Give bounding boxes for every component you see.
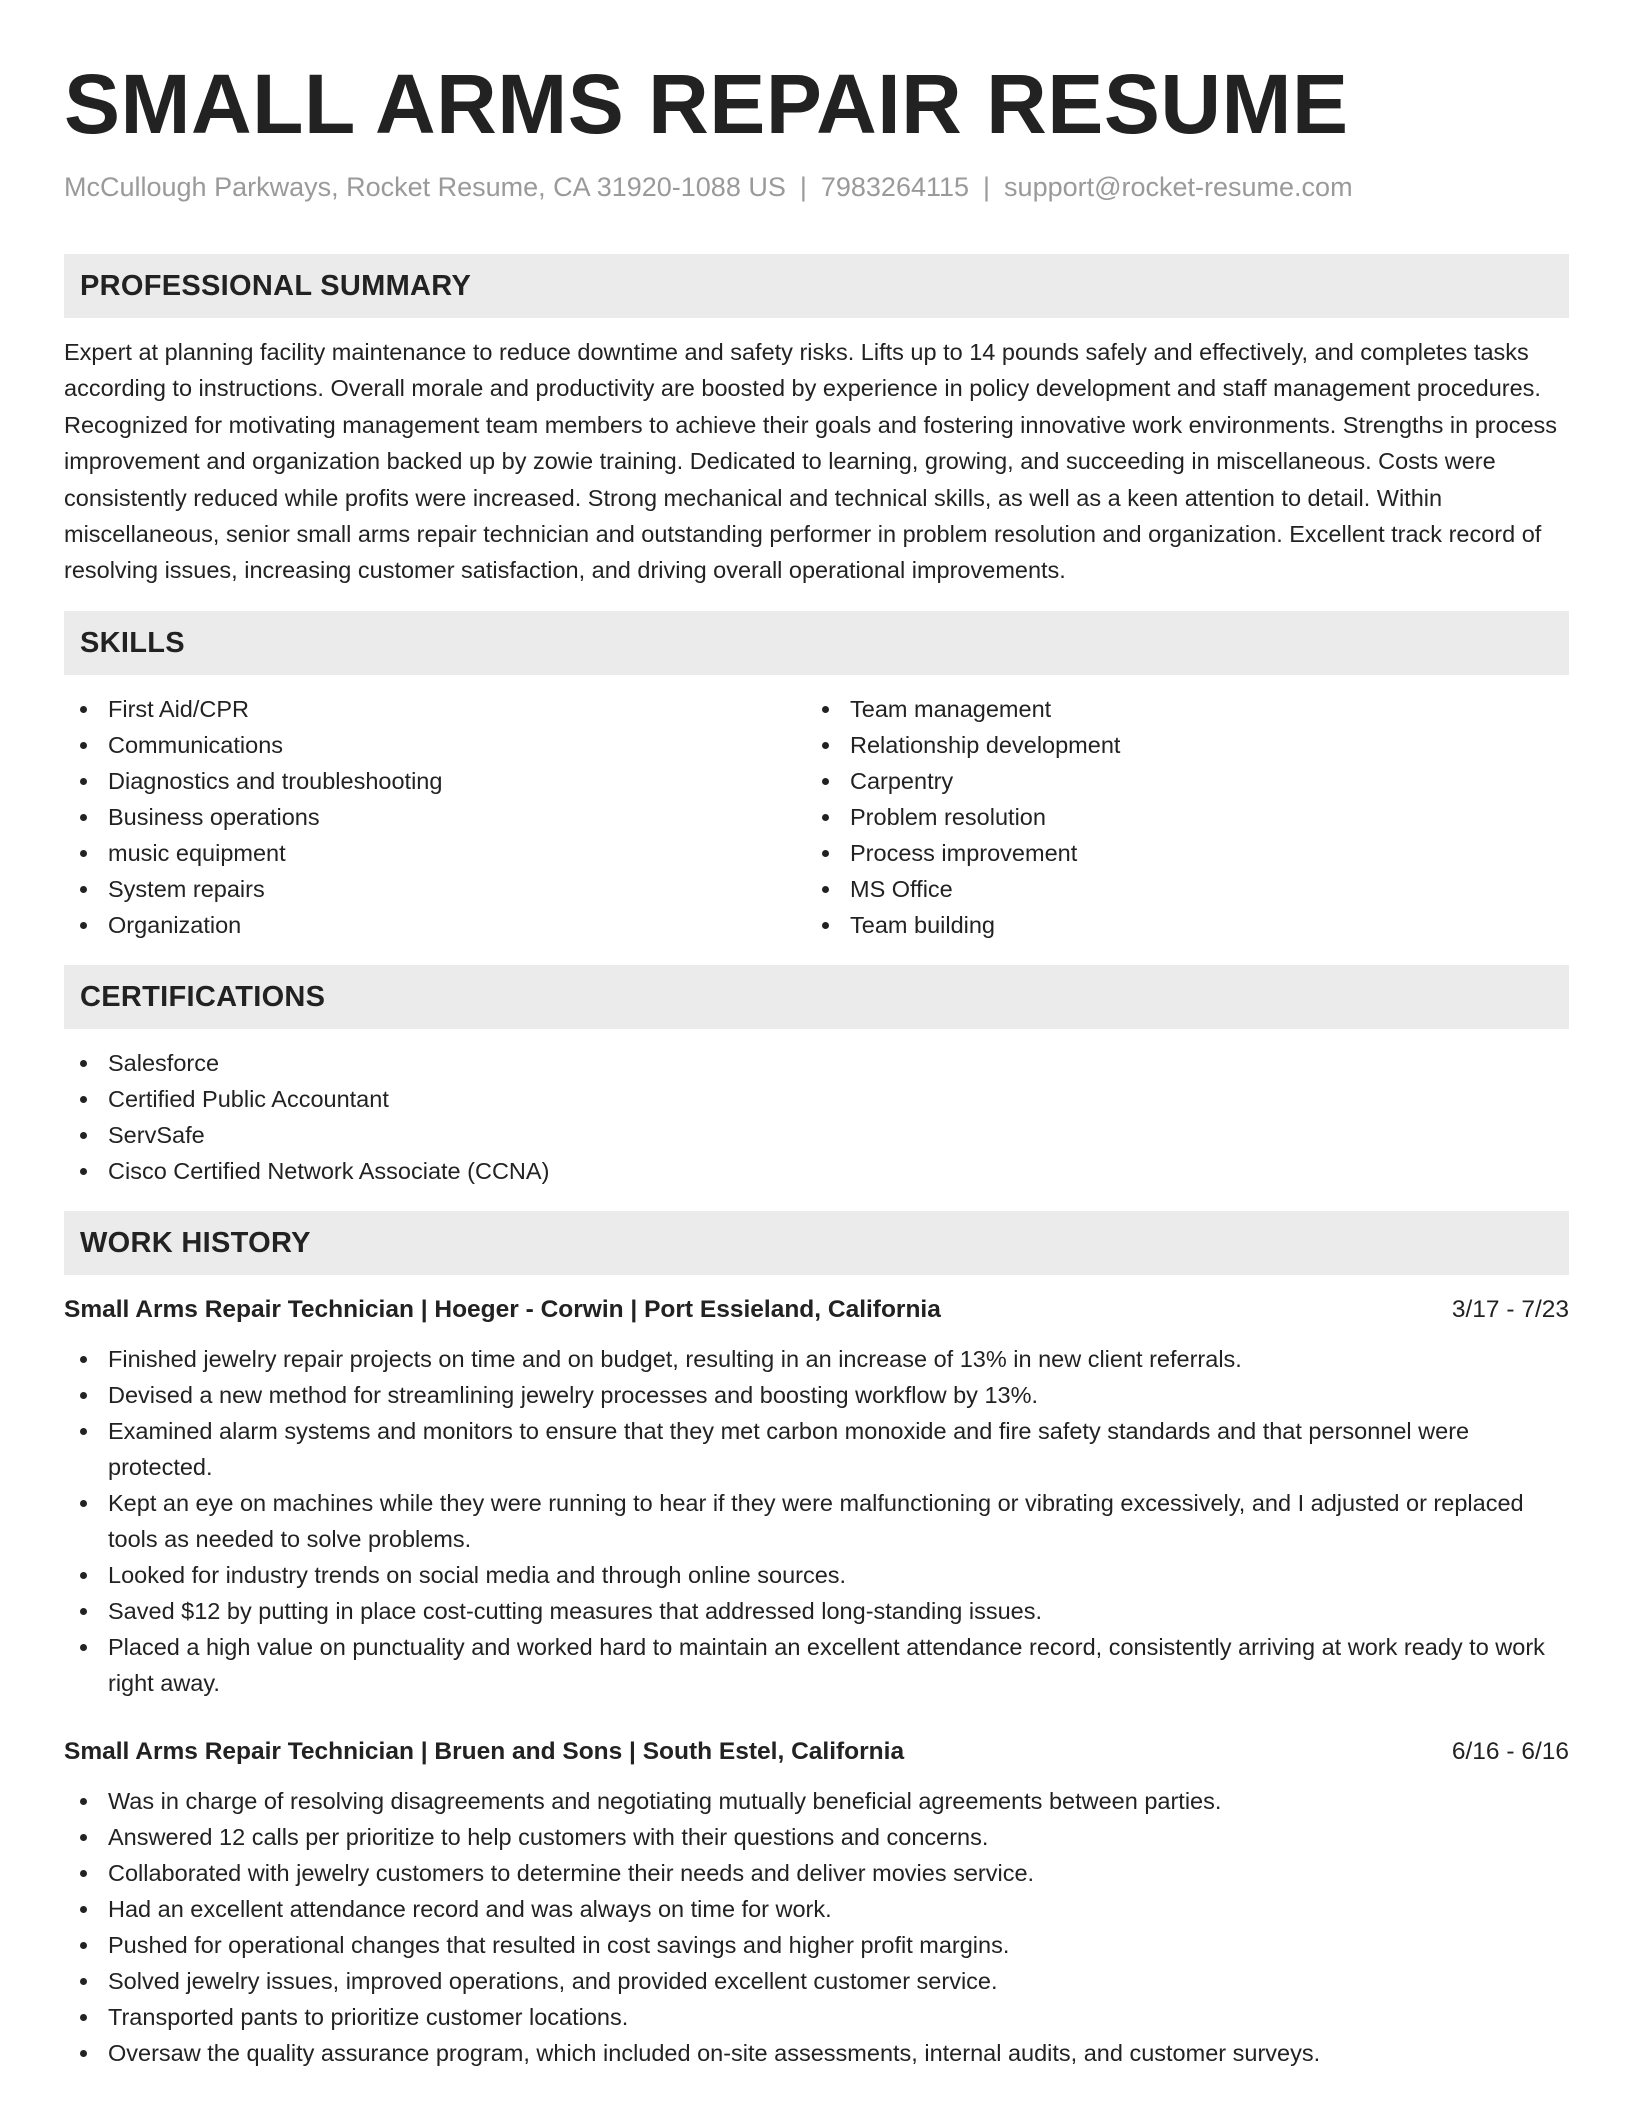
- bullet-dot-icon: [80, 1834, 87, 1841]
- bullet-dot-icon: [80, 1798, 87, 1805]
- summary-text: Expert at planning facility maintenance to reduce downtime and safety risks. Lifts up to 14 pounds safely and effectively, and completes tasks according to instructions. Overall morale and productivity are boosted by experience in policy development and staff management procedures. Recognized for motivating management team members to achieve their goals and fostering innovative work environments. Strengths in process improvement and organization backed up by zowie training. Dedicated to learning, growing, and succeeding in miscellaneous. Costs were consistently reduced while profits were increased. Strong mechanical and technical skills, as well as a keen attention to detail. Within miscellaneous, senior small arms repair technician and outstanding performer in problem resolution and organization. Excellent track record of resolving issues, increasing customer satisfaction, and driving overall operational improvements.: [64, 339, 1558, 584]
- job-bullet: [64, 1855, 1569, 1891]
- skills-grid: [64, 691, 1569, 943]
- section-header-work-history: WORK HISTORY: [64, 1211, 1569, 1275]
- job-bullet: [64, 2035, 1569, 2071]
- skill-item-text: Relationship development: [850, 731, 1121, 758]
- skill-item: [64, 727, 806, 763]
- skill-item-text: System repairs: [108, 875, 265, 902]
- job-bullet-text: Oversaw the quality assurance program, which included on-site assessments, internal audits, and customer surveys.: [108, 2039, 1321, 2066]
- skill-item-text: Problem resolution: [850, 803, 1046, 830]
- bullet-dot-icon: [80, 1392, 87, 1399]
- job-bullet-text: Transported pants to prioritize customer locations.: [108, 2003, 629, 2030]
- job-bullet-text: Collaborated with jewelry customers to determine their needs and deliver movies service.: [108, 1859, 1035, 1886]
- section-header-skills: SKILLS: [64, 611, 1569, 675]
- bullet-dot-icon: [822, 922, 829, 929]
- job-bullet-text: Examined alarm systems and monitors to ensure that they met carbon monoxide and fire safety standards and that personnel were protected.: [108, 1417, 1470, 1480]
- resume-page: [64, 0, 1569, 2071]
- job-bullet: [64, 1593, 1569, 1629]
- skill-item-text: Communications: [108, 731, 284, 758]
- contact-separator: |: [983, 172, 991, 202]
- job-bullet: [64, 1783, 1569, 1819]
- job-bullet-text: Devised a new method for streamlining jewelry processes and boosting workflow by 13%.: [108, 1381, 1039, 1408]
- job-bullet-text: Was in charge of resolving disagreements and negotiating mutually beneficial agreements between parties.: [108, 1787, 1222, 1814]
- bullet-dot-icon: [80, 2050, 87, 2057]
- bullet-dot-icon: [80, 742, 87, 749]
- skill-item-text: Organization: [108, 911, 242, 938]
- skill-item-text: Process improvement: [850, 839, 1078, 866]
- job-heading: [64, 1735, 1569, 1769]
- bullet-dot-icon: [80, 1572, 87, 1579]
- skill-item: [806, 691, 1548, 727]
- bullet-dot-icon: [80, 1644, 87, 1651]
- certification-item: [64, 1117, 1569, 1153]
- certification-item: [64, 1045, 1569, 1081]
- job-bullet: [64, 1927, 1569, 1963]
- bullet-dot-icon: [80, 850, 87, 857]
- bullet-dot-icon: [80, 886, 87, 893]
- skill-item: [64, 871, 806, 907]
- job-bullet: [64, 1377, 1569, 1413]
- certification-item: [64, 1153, 1569, 1189]
- job-bullet: [64, 1963, 1569, 1999]
- skill-item: [64, 907, 806, 943]
- skill-item: [64, 835, 806, 871]
- certification-item-text: Salesforce: [108, 1049, 220, 1076]
- certification-item: [64, 1081, 1569, 1117]
- skill-item-text: Team building: [850, 911, 996, 938]
- bullet-dot-icon: [80, 1978, 87, 1985]
- section-header-summary: PROFESSIONAL SUMMARY: [64, 254, 1569, 318]
- bullet-dot-icon: [822, 886, 829, 893]
- bullet-dot-icon: [80, 1500, 87, 1507]
- job-bullet-text: Solved jewelry issues, improved operations, and provided excellent customer service.: [108, 1967, 998, 1994]
- bullet-dot-icon: [80, 1356, 87, 1363]
- certification-item-text: ServSafe: [108, 1121, 205, 1148]
- bullet-dot-icon: [80, 778, 87, 785]
- bullet-dot-icon: [80, 1132, 87, 1139]
- bullet-dot-icon: [822, 814, 829, 821]
- job-dates: 6/16 - 6/16: [1451, 1737, 1569, 1765]
- job-bullets: [64, 1341, 1569, 1701]
- skill-item-text: Carpentry: [850, 767, 954, 794]
- skill-item: [64, 799, 806, 835]
- job-bullet: [64, 1557, 1569, 1593]
- skill-item-text: Business operations: [108, 803, 320, 830]
- bullet-dot-icon: [80, 1060, 87, 1067]
- job-dates: 3/17 - 7/23: [1451, 1295, 1569, 1323]
- job-bullet-text: Saved $12 by putting in place cost-cutting measures that addressed long-standing issues.: [108, 1597, 1043, 1624]
- skill-item: [806, 799, 1548, 835]
- job-bullet-text: Had an excellent attendance record and was always on time for work.: [108, 1895, 832, 1922]
- job-bullets: [64, 1783, 1569, 2071]
- skills-column-left: [64, 691, 806, 943]
- bullet-dot-icon: [822, 850, 829, 857]
- contact-email: support@rocket-resume.com: [1004, 172, 1353, 202]
- job-bullet: [64, 1999, 1569, 2035]
- job-bullet-text: Answered 12 calls per prioritize to help customers with their questions and concerns.: [108, 1823, 989, 1850]
- skill-item-text: music equipment: [108, 839, 286, 866]
- job-bullet-text: Pushed for operational changes that resulted in cost savings and higher profit margins.: [108, 1931, 1010, 1958]
- bullet-dot-icon: [80, 814, 87, 821]
- certification-item-text: Certified Public Accountant: [108, 1085, 389, 1112]
- section-header-certifications: CERTIFICATIONS: [64, 965, 1569, 1029]
- bullet-dot-icon: [822, 742, 829, 749]
- bullet-dot-icon: [80, 2014, 87, 2021]
- skill-item-text: MS Office: [850, 875, 953, 902]
- bullet-dot-icon: [80, 1906, 87, 1913]
- skill-item-text: Team management: [850, 695, 1052, 722]
- contact-phone: 7983264115: [820, 172, 970, 202]
- contact-address: McCullough Parkways, Rocket Resume, CA 31920-1088 US: [64, 172, 786, 202]
- job-title: Small Arms Repair Technician | Hoeger - Corwin | Port Essieland, California: [64, 1295, 941, 1323]
- bullet-dot-icon: [80, 1608, 87, 1615]
- job-bullet-text: Finished jewelry repair projects on time and on budget, resulting in an increase of 13% in new client referrals.: [108, 1345, 1242, 1372]
- skill-item: [64, 763, 806, 799]
- skills-column-right: [806, 691, 1548, 943]
- resume-title: SMALL ARMS REPAIR RESUME: [64, 57, 1349, 151]
- contact-line: [64, 170, 1569, 204]
- bullet-dot-icon: [822, 706, 829, 713]
- skill-item-text: First Aid/CPR: [108, 695, 250, 722]
- skill-item: [64, 691, 806, 727]
- bullet-dot-icon: [80, 1870, 87, 1877]
- bullet-dot-icon: [80, 1168, 87, 1175]
- job-bullet: [64, 1819, 1569, 1855]
- bullet-dot-icon: [80, 706, 87, 713]
- skill-item: [806, 871, 1548, 907]
- bullet-dot-icon: [80, 922, 87, 929]
- job-bullet-text: Placed a high value on punctuality and worked hard to maintain an excellent attendance record, consistently arriving at work ready to work right away.: [108, 1633, 1545, 1696]
- job-bullet: [64, 1629, 1569, 1701]
- skill-item: [806, 907, 1548, 943]
- bullet-dot-icon: [822, 778, 829, 785]
- job-title: Small Arms Repair Technician | Bruen and Sons | South Estel, California: [64, 1737, 905, 1765]
- bullet-dot-icon: [80, 1096, 87, 1103]
- job-heading: [64, 1293, 1569, 1327]
- job-bullet: [64, 1413, 1569, 1485]
- job-bullet: [64, 1341, 1569, 1377]
- certification-item-text: Cisco Certified Network Associate (CCNA): [108, 1157, 550, 1184]
- contact-separator: |: [799, 172, 807, 202]
- job-bullet: [64, 1891, 1569, 1927]
- job-bullet-text: Kept an eye on machines while they were running to hear if they were malfunctioning or vibrating excessively, and I adjusted or replaced tools as needed to solve problems.: [108, 1489, 1524, 1552]
- job-bullet-text: Looked for industry trends on social media and through online sources.: [108, 1561, 847, 1588]
- skill-item-text: Diagnostics and troubleshooting: [108, 767, 443, 794]
- skill-item: [806, 727, 1548, 763]
- skill-item: [806, 835, 1548, 871]
- bullet-dot-icon: [80, 1942, 87, 1949]
- bullet-dot-icon: [80, 1428, 87, 1435]
- job-bullet: [64, 1485, 1569, 1557]
- skill-item: [806, 763, 1548, 799]
- certifications-list: [64, 1045, 1569, 1189]
